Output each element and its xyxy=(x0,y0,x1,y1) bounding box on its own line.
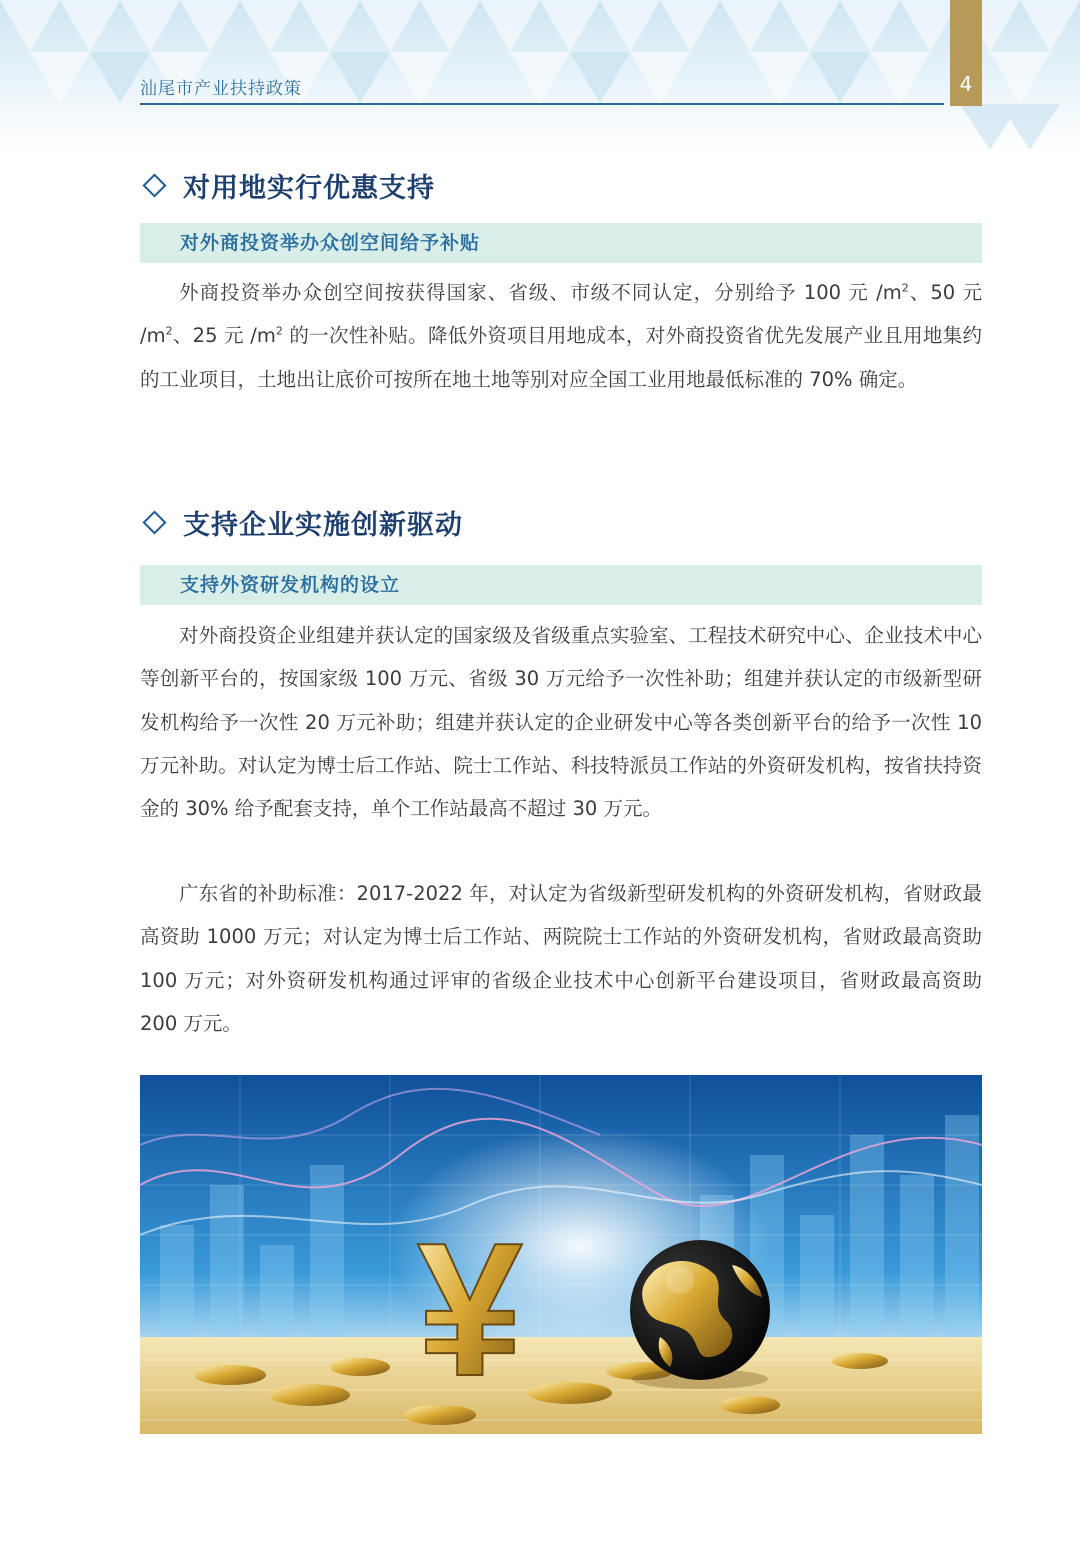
diamond-bullet-icon xyxy=(142,510,166,534)
header-rule xyxy=(140,103,944,105)
section-heading-land xyxy=(140,165,982,205)
page-number-tab xyxy=(950,0,982,106)
section-heading-text: 支持企业实施创新驱动 xyxy=(183,509,463,541)
subheading-bar-rd-institution xyxy=(140,565,982,605)
paragraph-guangdong-standard: 广东省的补助标准：2017-2022 年，对认定为省级新型研发机构的外资研发机构，省财政最高资助 1000 万元；对认定为博士后工作站、两院院士工作站的外资研发机构，省财政最高资助 100 万元；对外资研发机构通过评审的省级企业技术中心创新平台建设项目，省财政最高资助 200 万元。 xyxy=(140,882,982,1035)
paragraph-land-subsidy: 外商投资举办众创空间按获得国家、省级、市级不同认定，分别给予 100 元 $/m^2$、50 元 $/m^2$、25 元 $/m^2$ 的一次性补贴。降低外资项目用地成本，对外商投资省优先发展产业且用地集约的工业项目，土地出让底价可按所在地土地等别对应全国工业用地最低标准的 70% 确定。 xyxy=(140,281,983,391)
yuan-symbol-icon: ¥ xyxy=(417,1204,523,1416)
section-heading-innovation xyxy=(140,502,982,542)
finance-illustration xyxy=(140,1075,982,1434)
subheading-bar-maker-space xyxy=(140,223,982,263)
diamond-bullet-icon xyxy=(142,173,166,197)
running-title: 汕尾市产业扶持政策 xyxy=(140,79,302,99)
subheading-text: 对外商投资举办众创空间给予补贴 xyxy=(180,232,481,254)
subheading-text: 支持外资研发机构的设立 xyxy=(180,574,401,596)
section-heading-text: 对用地实行优惠支持 xyxy=(183,172,435,204)
page-number: 4 xyxy=(959,72,973,96)
finance-illustration-svg xyxy=(140,1075,982,1434)
paragraph-rd-subsidy: 对外商投资企业组建并获认定的国家级及省级重点实验室、工程技术研究中心、企业技术中心等创新平台的，按国家级 100 万元、省级 30 万元给予一次性补助；组建并获认定的市级新型研发机构给予一次性 20 万元补助；组建并获认定的企业研发中心等各类创新平台的给予一次性 10 万元补助。对认定为博士后工作站、院士工作站、科技特派员工作站的外资研发机构，按省扶持资金的 30% 给予配套支持，单个工作站最高不超过 30 万元。 xyxy=(140,624,982,821)
